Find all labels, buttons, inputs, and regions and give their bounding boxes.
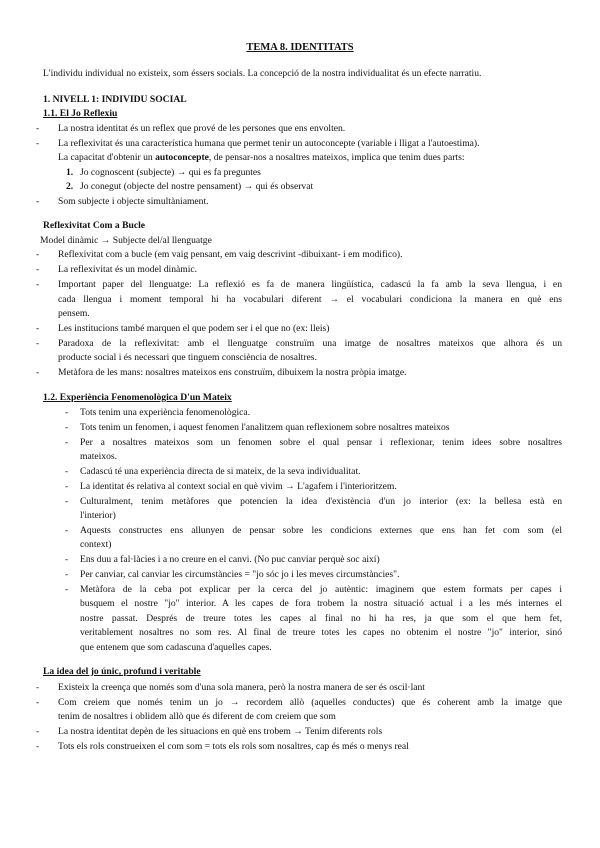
list-item: Som subjecte i objecte simultàniament. bbox=[58, 196, 209, 207]
list-item-continuation: producte social i és necessari que tinguem consciència de nosaltres. bbox=[58, 352, 317, 363]
numbered-item: Jo cognoscent (subjecte) → qui es fa preguntes bbox=[80, 167, 261, 178]
numbered-marker: 2. bbox=[66, 181, 74, 192]
bullet-dash: - bbox=[36, 338, 40, 349]
list-item-continuation: pensem. bbox=[58, 308, 90, 319]
list-item-continuation: context) bbox=[80, 539, 112, 550]
list-item-continuation: l'interior) bbox=[80, 510, 116, 521]
subsection-heading-fenomenologica: 1.2. Experiència Fenomenològica D'un Mateix bbox=[43, 392, 232, 403]
bullet-dash: - bbox=[36, 249, 40, 260]
bullet-dash: - bbox=[36, 741, 40, 752]
list-item: La reflexivitat és una característica humana que permet tenir un autoconcepte (variable i lligat a l'autoestima). bbox=[58, 138, 480, 149]
bold-term-autoconcepte: autoconcepte bbox=[155, 152, 209, 163]
list-item: La nostra identitat és un reflex que prové de les persones que ens envolten. bbox=[58, 123, 346, 134]
list-item-continuation bbox=[58, 151, 465, 164]
list-item: Metàfora de les mans: nosaltres mateixos ens construïm, dibuixem la nostra pròpia imatge. bbox=[58, 367, 407, 378]
numbered-item: Jo conegut (objecte del nostre pensament) → qui és observat bbox=[80, 181, 314, 192]
list-item: Tots tenim una experiència fenomenològica. bbox=[80, 407, 251, 418]
list-item: Paradoxa de la reflexivitat: amb el llenguatge construïm una imatge de nosaltres mateixos que alhora és un bbox=[58, 338, 562, 349]
list-item: La nostra identitat depèn de les situacions en què ens trobem → Tenim diferents rols bbox=[58, 726, 383, 737]
bullet-dash: - bbox=[65, 407, 69, 418]
list-item: Com creiem que només tenim un jo → recordem allò (aquelles conductes) que és coherent amb la imatge que bbox=[58, 697, 562, 708]
bullet-dash: - bbox=[36, 123, 40, 134]
bullet-dash: - bbox=[65, 481, 69, 492]
bullet-dash: - bbox=[36, 196, 40, 207]
list-item: Per a nosaltres mateixos som un fenomen sobre el qual pensar i reflexionar, tenim idees sobre nosaltres bbox=[80, 437, 562, 448]
list-item-continuation: veritablement nosaltres no som res. Al final de treure totes les capes no obtenim el nostre "jo" interior, sinó bbox=[80, 627, 562, 638]
list-item-continuation: busquem el nostre "jo" interior. A les capes de fora trobem la nostra situació actual i a les més internes el bbox=[80, 598, 562, 609]
list-item: Culturalment, tenim metàfores que potencien la idea d'existència d'un jo interior (ex: la bellesa està en bbox=[80, 496, 562, 507]
bullet-dash: - bbox=[65, 525, 69, 536]
list-item-continuation: mateixos. bbox=[80, 451, 118, 462]
bullet-dash: - bbox=[65, 466, 69, 477]
list-item: Metàfora de la ceba pot explicar per la cerca del jo autèntic: imaginem que estem formats per capes i bbox=[80, 584, 562, 595]
bullet-dash: - bbox=[65, 422, 69, 433]
bullet-dash: - bbox=[36, 726, 40, 737]
list-item: Per canviar, cal canviar les circumstàncies = "jo sóc jo i les meves circumstàncies". bbox=[80, 569, 400, 580]
subsection-heading-jo-unic: La idea del jo únic, profund i veritable bbox=[43, 666, 201, 677]
bullet-dash: - bbox=[36, 682, 40, 693]
bullet-dash: - bbox=[36, 697, 40, 708]
bullet-dash: - bbox=[65, 437, 69, 448]
section-heading-bucle: Reflexivitat Com a Bucle bbox=[43, 220, 146, 231]
list-item: Les institucions també marquen el que podem ser i el que no (ex: lleis) bbox=[58, 323, 330, 334]
list-item: Tots els rols construeixen el com som = tots els rols som nosaltres, cap és més o menys real bbox=[58, 741, 409, 752]
bullet-dash: - bbox=[36, 367, 40, 378]
list-item: Ens duu a fal·làcies i a no creure en el canvi. (No puc canviar perquè soc així) bbox=[80, 554, 380, 565]
list-item-continuation: que entenem que som cadascuna d'aquelles capes. bbox=[80, 642, 272, 653]
model-text: Model dinàmic → Subjecte del/al llenguatge bbox=[40, 235, 212, 246]
bullet-dash: - bbox=[36, 279, 40, 290]
bullet-dash: - bbox=[65, 569, 69, 580]
list-item-continuation: tenim de nosaltres i oblidem allò que és diferent de com creiem que som bbox=[58, 711, 336, 722]
section-heading-nivell1: 1. NIVELL 1: INDIVIDU SOCIAL bbox=[43, 94, 187, 105]
list-item: Reflexivitat com a bucle (em vaig pensant, em vaig descrivint -dibuixant- i em modifico). bbox=[58, 249, 403, 260]
numbered-marker: 1. bbox=[66, 167, 74, 178]
bullet-dash: - bbox=[65, 554, 69, 565]
list-item: La reflexivitat és un model dinàmic. bbox=[58, 264, 198, 275]
bullet-dash: - bbox=[36, 138, 40, 149]
document-title: TEMA 8. IDENTITATS bbox=[246, 42, 354, 53]
bullet-dash: - bbox=[65, 496, 69, 507]
bullet-dash: - bbox=[65, 584, 69, 595]
bullet-dash: - bbox=[36, 264, 40, 275]
list-item: Existeix la creença que només som d'una sola manera, però la nostra manera de ser és oscil·lant bbox=[58, 682, 425, 693]
bullet-dash: - bbox=[36, 323, 40, 334]
list-item: Aquests constructes ens allunyen de pensar sobre les condicions externes que ens han fet com som (el bbox=[80, 525, 562, 536]
intro-text: L'individu individual no existeix, som éssers socials. La concepció de la nostra individualitat és un efecte narratiu. bbox=[43, 68, 482, 79]
list-item: La identitat és relativa al context social en què vivim → L'agafem i l'interioritzem. bbox=[80, 481, 397, 492]
list-item: Tots tenim un fenomen, i aquest fenomen l'analitzem quan reflexionem sobre nosaltres mateixos bbox=[80, 422, 450, 433]
list-item-continuation: nostre passat. Després de treure totes les capes al final no hi ha res, ja que som el que hem fet, bbox=[80, 613, 562, 624]
list-item: Important paper del llenguatge: La reflexió es fa de manera lingüística, cadascú la fa amb la seva llengua, i en bbox=[58, 279, 562, 290]
list-item: Cadascú té una experiència directa de si mateix, de la seva individualitat. bbox=[80, 466, 361, 477]
text-run: , de pensar-nos a nosaltres mateixos, implica que tenim dues parts: bbox=[208, 152, 465, 163]
list-item-continuation: cada llengua i moment temporal hi ha vocabulari diferent → el vocabulari condiciona la manera en què ens bbox=[58, 294, 562, 305]
subsection-heading-jo-reflexiu: 1.1. El Jo Reflexiu bbox=[43, 108, 118, 119]
text-run: La capacitat d'obtenir un bbox=[58, 152, 156, 163]
